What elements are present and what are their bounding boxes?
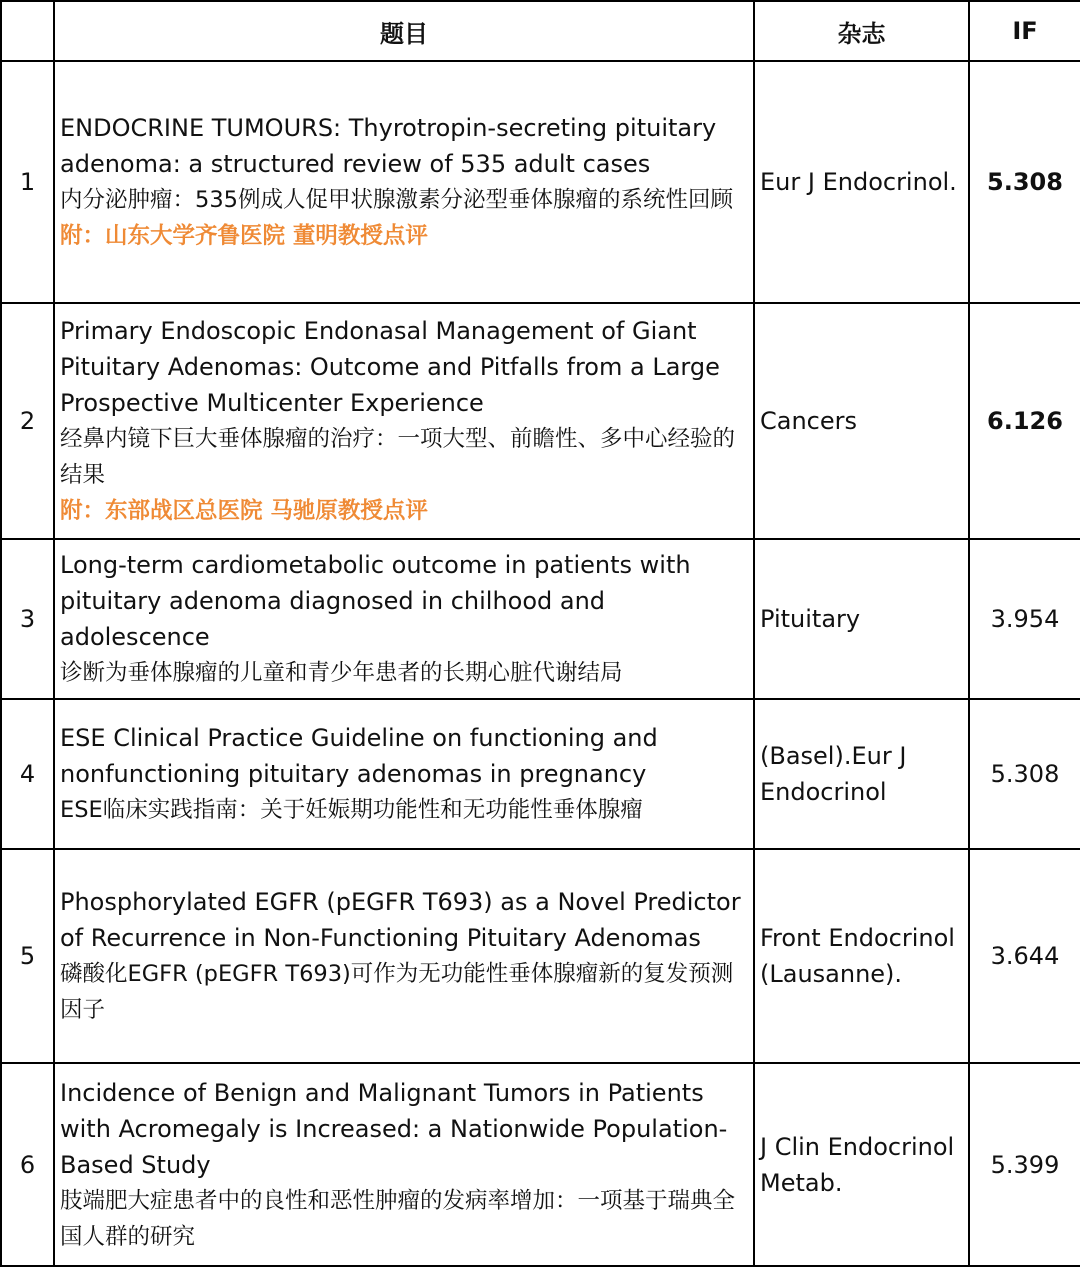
title-english: ESE Clinical Practice Guideline on functioning and nonfunctioning pituitary adenomas in pregnancy	[60, 724, 658, 788]
header-title: 题目	[54, 1, 754, 61]
review-note: 附：山东大学齐鲁医院 董明教授点评	[60, 223, 428, 249]
impact-factor: 5.308	[969, 61, 1080, 303]
row-number: 6	[1, 1063, 54, 1266]
title-chinese: 肢端肥大症患者中的良性和恶性肿瘤的发病率增加：一项基于瑞典全国人群的研究	[60, 1187, 736, 1250]
title-cell	[54, 303, 754, 539]
title-english: Incidence of Benign and Malignant Tumors in Patients with Acromegaly is Increased: a Nationwide Population-Based Study	[60, 1078, 728, 1179]
impact-factor: 3.644	[969, 849, 1080, 1063]
header-if: IF	[969, 1, 1080, 61]
header-journal: 杂志	[754, 1, 969, 61]
impact-factor: 6.126	[969, 303, 1080, 539]
table-row	[1, 699, 1080, 849]
journal-cell: (Basel).Eur J Endocrinol	[754, 699, 969, 849]
header-row	[1, 1, 1080, 61]
table-row	[1, 303, 1080, 539]
impact-factor: 5.399	[969, 1063, 1080, 1266]
journal-cell: Cancers	[754, 303, 969, 539]
title-english: Phosphorylated EGFR (pEGFR T693) as a Novel Predictor of Recurrence in Non-Functioning Pituitary Adenomas	[60, 888, 741, 952]
table-row	[1, 539, 1080, 699]
row-number: 1	[1, 61, 54, 303]
journal-cell: J Clin Endocrinol Metab.	[754, 1063, 969, 1266]
journal-cell: Eur J Endocrinol.	[754, 61, 969, 303]
title-cell	[54, 699, 754, 849]
table-row	[1, 849, 1080, 1063]
row-number: 2	[1, 303, 54, 539]
title-cell	[54, 61, 754, 303]
row-number: 3	[1, 539, 54, 699]
title-chinese: 经鼻内镜下巨大垂体腺瘤的治疗：一项大型、前瞻性、多中心经验的结果	[60, 426, 736, 488]
title-cell	[54, 1063, 754, 1266]
title-chinese: ESE临床实践指南：关于妊娠期功能性和无功能性垂体腺瘤	[60, 797, 643, 823]
title-chinese: 诊断为垂体腺瘤的儿童和青少年患者的长期心脏代谢结局	[60, 660, 623, 686]
title-english: Long-term cardiometabolic outcome in patients with pituitary adenoma diagnosed in chilhood and adolescence	[60, 551, 691, 651]
table-row	[1, 1063, 1080, 1266]
title-cell	[54, 849, 754, 1063]
review-note: 附：东部战区总医院 马驰原教授点评	[60, 498, 428, 524]
title-cell	[54, 539, 754, 699]
row-number: 4	[1, 699, 54, 849]
journal-cell: Front Endocrinol (Lausanne).	[754, 849, 969, 1063]
journal-cell: Pituitary	[754, 539, 969, 699]
title-english: ENDOCRINE TUMOURS: Thyrotropin-secreting pituitary adenoma: a structured review of 535 adult cases	[60, 114, 717, 178]
impact-factor: 5.308	[969, 699, 1080, 849]
table-row	[1, 61, 1080, 303]
header-num	[1, 1, 54, 61]
title-chinese: 磷酸化EGFR (pEGFR T693)可作为无功能性垂体腺瘤新的复发预测因子	[60, 961, 734, 1023]
impact-factor: 3.954	[969, 539, 1080, 699]
title-english: Primary Endoscopic Endonasal Management of Giant Pituitary Adenomas: Outcome and Pitfalls from a Large Prospective Multicenter Experience	[60, 317, 720, 417]
row-number: 5	[1, 849, 54, 1063]
title-chinese: 内分泌肿瘤：535例成人促甲状腺激素分泌型垂体腺瘤的系统性回顾	[60, 187, 733, 213]
